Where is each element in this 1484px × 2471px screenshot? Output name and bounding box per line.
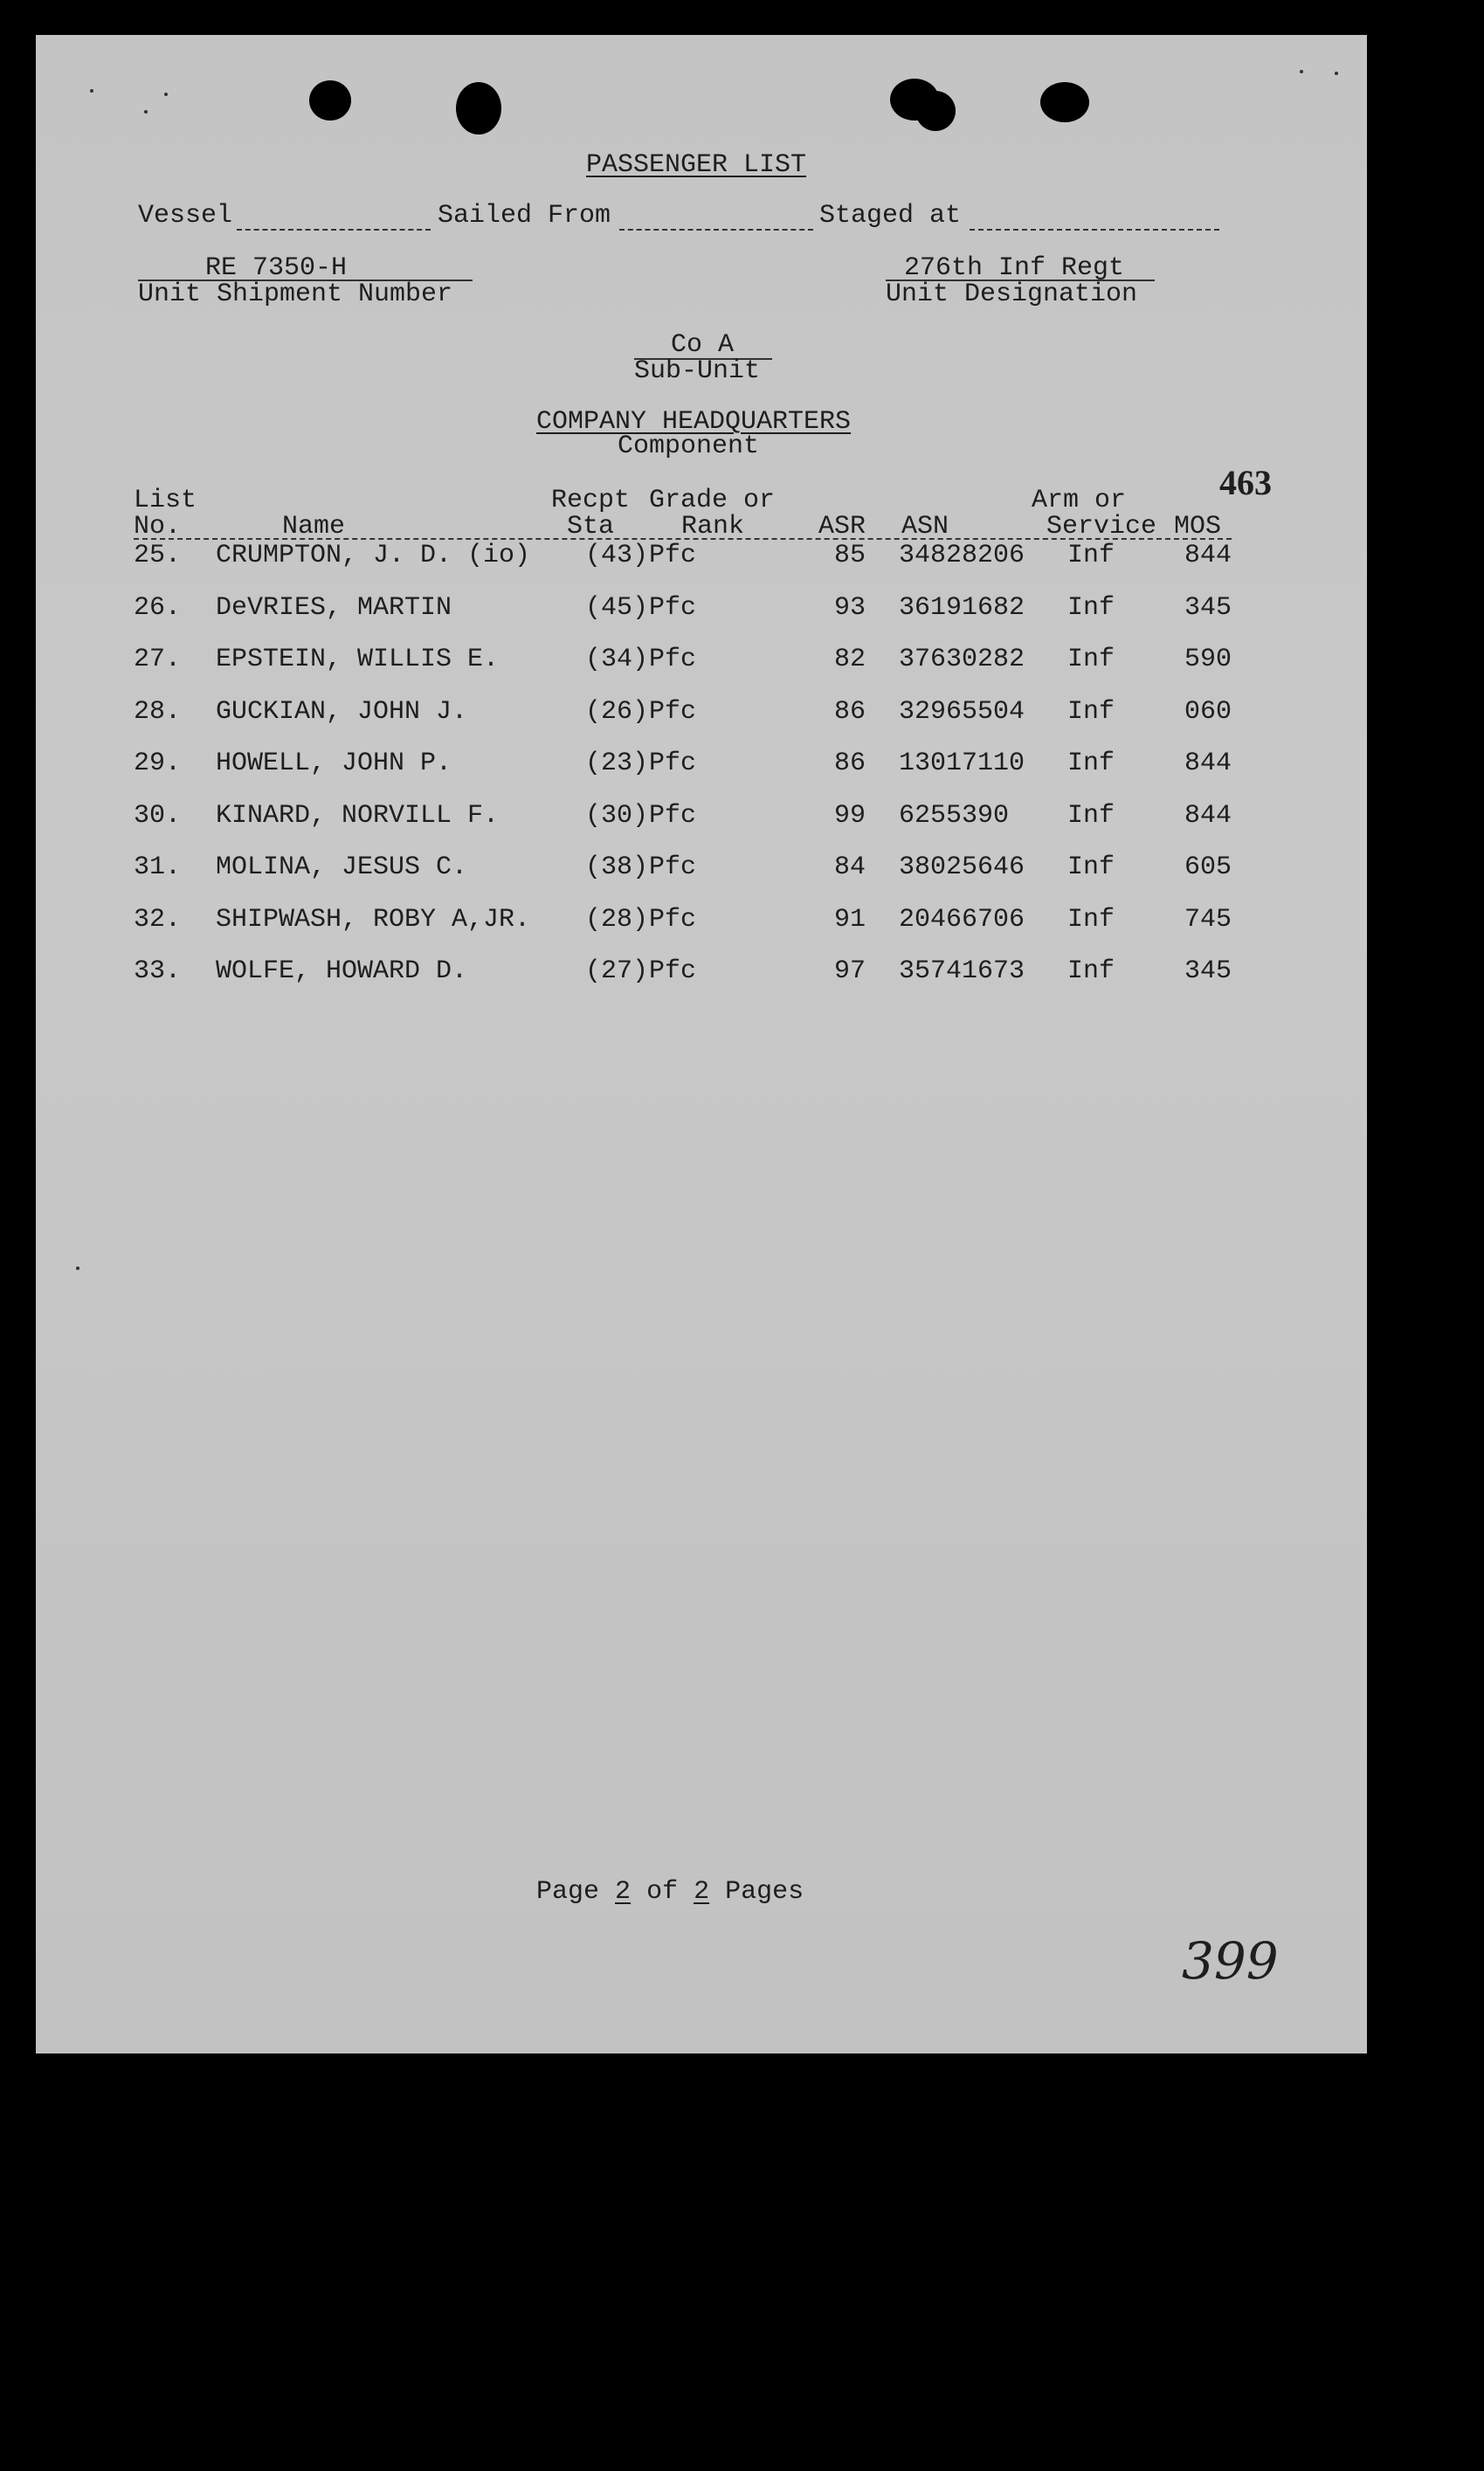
header-name: Name xyxy=(282,512,346,542)
cell-arm: Inf xyxy=(1067,541,1115,570)
table-row xyxy=(36,867,1367,935)
cell-sta: (38) xyxy=(585,852,649,882)
cell-asn: 38025646 xyxy=(899,852,1025,882)
cell-name: WOLFE, HOWARD D. xyxy=(216,956,468,986)
cell-mos: 745 xyxy=(1184,904,1232,935)
cell-asr: 91 xyxy=(833,904,866,935)
table-row xyxy=(36,659,1367,727)
header-grade-1: Grade or xyxy=(649,486,776,515)
cell-arm: Inf xyxy=(1067,749,1115,778)
cell-no: 27. xyxy=(134,645,182,674)
table-row xyxy=(36,815,1367,882)
cell-rank: Pfc xyxy=(649,592,697,623)
document-page xyxy=(36,35,1367,2053)
cell-mos: 844 xyxy=(1184,749,1232,778)
cell-mos: 844 xyxy=(1184,800,1232,831)
header-asr: ASR xyxy=(818,512,866,542)
cell-no: 30. xyxy=(134,800,182,831)
cell-sta: (26) xyxy=(585,696,649,727)
cell-name: HOWELL, JOHN P. xyxy=(216,749,452,778)
cell-asr: 86 xyxy=(833,749,866,778)
cell-rank: Pfc xyxy=(649,800,697,831)
header-arm-1: Arm or xyxy=(1032,486,1127,515)
cell-no: 26. xyxy=(134,592,182,623)
cell-rank: Pfc xyxy=(649,541,697,570)
cell-sta: (30) xyxy=(585,800,649,831)
unit-shipment-number: RE 7350-H xyxy=(205,253,348,283)
cell-arm: Inf xyxy=(1067,852,1115,882)
cell-sta: (34) xyxy=(585,645,649,674)
table-row xyxy=(36,607,1367,674)
table-row xyxy=(36,711,1367,778)
cell-asr: 85 xyxy=(833,541,866,570)
page-total: 2 xyxy=(694,1877,710,1907)
cell-name: SHIPWASH, ROBY A,JR. xyxy=(216,904,531,935)
pages-label: Pages xyxy=(725,1877,804,1907)
cell-rank: Pfc xyxy=(649,904,697,935)
cell-arm: Inf xyxy=(1067,592,1115,623)
cell-arm: Inf xyxy=(1067,956,1115,986)
cell-no: 25. xyxy=(134,541,182,570)
table-row xyxy=(36,556,1367,623)
table-row xyxy=(36,763,1367,831)
cell-asr: 84 xyxy=(833,852,866,882)
handwritten-number: 399 xyxy=(1182,1931,1279,1991)
cell-mos: 844 xyxy=(1184,541,1232,570)
sub-unit-label: Sub-Unit xyxy=(634,356,761,386)
cell-asr: 86 xyxy=(833,696,866,727)
cell-name: KINARD, NORVILL F. xyxy=(216,800,500,831)
cell-arm: Inf xyxy=(1067,800,1115,831)
cell-no: 28. xyxy=(134,696,182,727)
cell-sta: (45) xyxy=(585,592,649,623)
cell-sta: (27) xyxy=(585,956,649,986)
unit-designation: 276th Inf Regt xyxy=(904,253,1125,283)
cell-mos: 345 xyxy=(1184,956,1232,986)
cell-no: 32. xyxy=(134,904,182,935)
document-title: PASSENGER LIST xyxy=(586,150,807,180)
header-list-no-1: List xyxy=(134,486,197,515)
cell-arm: Inf xyxy=(1067,904,1115,935)
cell-mos: 605 xyxy=(1184,852,1232,882)
header-recpt-2: Sta xyxy=(567,512,615,542)
page-label: Page xyxy=(536,1877,600,1907)
cell-name: DeVRIES, MARTIN xyxy=(216,592,452,623)
cell-asn: 13017110 xyxy=(899,749,1025,778)
cell-asr: 97 xyxy=(833,956,866,986)
component-label: Component xyxy=(618,431,760,461)
cell-name: EPSTEIN, WILLIS E. xyxy=(216,645,500,674)
staged-at-label: Staged at xyxy=(819,201,962,231)
cell-asr: 82 xyxy=(833,645,866,674)
of-label: of xyxy=(646,1877,679,1907)
header-grade-2: Rank xyxy=(681,512,745,542)
cell-mos: 060 xyxy=(1184,696,1232,727)
cell-rank: Pfc xyxy=(649,645,697,674)
header-arm-2: Service xyxy=(1046,512,1157,542)
cell-mos: 345 xyxy=(1184,592,1232,623)
passenger-table xyxy=(36,35,1367,2053)
cell-asn: 34828206 xyxy=(899,541,1025,570)
sub-unit: Co A xyxy=(671,330,735,360)
cell-no: 33. xyxy=(134,956,182,986)
cell-asr: 99 xyxy=(833,800,866,831)
cell-name: CRUMPTON, J. D. (io) xyxy=(216,541,531,570)
stamp-number: 463 xyxy=(1219,463,1272,502)
header-asn: ASN xyxy=(901,512,949,542)
page-current: 2 xyxy=(615,1877,632,1907)
cell-asn: 6255390 xyxy=(899,800,1010,831)
cell-sta: (23) xyxy=(585,749,649,778)
cell-asn: 37630282 xyxy=(899,645,1025,674)
header-list-no-2: No. xyxy=(134,512,182,542)
cell-asn: 32965504 xyxy=(899,696,1025,727)
component: COMPANY HEADQUARTERS xyxy=(536,407,852,437)
header-recpt-1: Recpt xyxy=(551,486,631,515)
cell-mos: 590 xyxy=(1184,645,1232,674)
vessel-label: Vessel xyxy=(138,201,233,231)
cell-asn: 36191682 xyxy=(899,592,1025,623)
cell-rank: Pfc xyxy=(649,696,697,727)
unit-designation-label: Unit Designation xyxy=(886,280,1138,309)
cell-asn: 35741673 xyxy=(899,956,1025,986)
cell-rank: Pfc xyxy=(649,956,697,986)
cell-arm: Inf xyxy=(1067,645,1115,674)
cell-asr: 93 xyxy=(833,592,866,623)
cell-rank: Pfc xyxy=(649,852,697,882)
cell-arm: Inf xyxy=(1067,696,1115,727)
cell-rank: Pfc xyxy=(649,749,697,778)
table-row xyxy=(36,919,1367,986)
cell-name: MOLINA, JESUS C. xyxy=(216,852,468,882)
cell-asn: 20466706 xyxy=(899,904,1025,935)
unit-shipment-label: Unit Shipment Number xyxy=(138,280,453,309)
page-footer xyxy=(536,1879,804,1905)
table-row xyxy=(36,503,1367,570)
cell-no: 29. xyxy=(134,749,182,778)
cell-sta: (28) xyxy=(585,904,649,935)
sailed-from-label: Sailed From xyxy=(438,201,611,231)
cell-name: GUCKIAN, JOHN J. xyxy=(216,696,468,727)
cell-sta: (43) xyxy=(585,541,649,570)
header-mos: MOS xyxy=(1174,512,1222,542)
cell-no: 31. xyxy=(134,852,182,882)
